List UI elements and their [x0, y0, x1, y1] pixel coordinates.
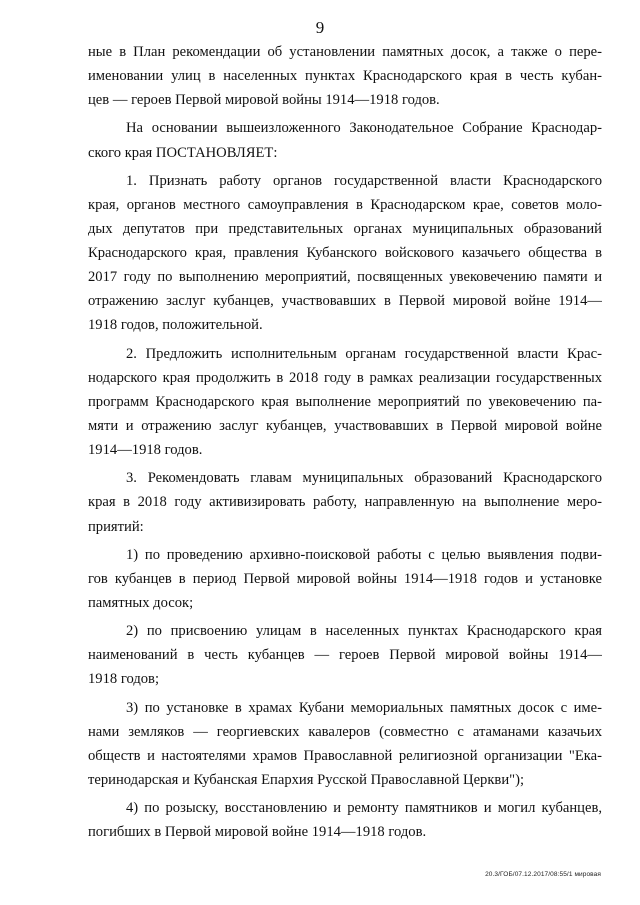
paragraph-subitem-4	[88, 796, 602, 844]
text-line: нами земляков — георгиевских кавалеров (совместно с атаманами казачьих	[88, 723, 602, 740]
text-line: погибших в Первой мировой войне 1914—1918 годов.	[88, 824, 427, 841]
text-line: мяти и отражению заслуг кубанцев, участвовавших в Первой мировой войне	[88, 417, 602, 434]
text-line: 4) по розыску, восстановлению и ремонту памятников и могил кубанцев,	[126, 800, 602, 817]
paragraph-item-2	[88, 342, 602, 462]
text-line: 2. Предложить исполнительным органам государственной власти Крас-	[126, 345, 602, 362]
paragraph-subitem-1	[88, 543, 602, 615]
paragraph-subitem-3	[88, 696, 602, 792]
text-line: 3. Рекомендовать главам муниципальных образований Краснодарского	[126, 470, 602, 487]
document-footer-code: 20.3/ГОБ/07.12.2017/08:55/1 мировая	[485, 871, 601, 878]
paragraph-continuation	[88, 40, 602, 112]
paragraph-item-3	[88, 466, 602, 538]
text-line: приятий:	[88, 518, 144, 535]
text-line: 3) по установке в храмах Кубани мемориальных памятных досок с име-	[126, 699, 602, 716]
paragraph-subitem-2	[88, 619, 602, 691]
text-line: гов кубанцев в период Первой мировой войны 1914—1918 годов и установке	[88, 570, 602, 587]
text-line: нодарского края продолжить в 2018 году в рамках реализации государственных	[88, 369, 602, 386]
page-number: 9	[315, 18, 325, 37]
text-line: теринодарская и Кубанская Епархия Русской Православной Церкви");	[88, 772, 525, 789]
text-line: памятных досок;	[88, 595, 194, 611]
text-line: наименований в честь кубанцев — героев Первой мировой войны 1914—	[88, 647, 602, 664]
text-line: дых депутатов при представительных органах муниципальных образований	[88, 221, 602, 238]
text-line: ского края ПОСТАНОВЛЯЕТ:	[88, 144, 278, 161]
text-line: ные в План рекомендации об установлении памятных досок, а также о пере-	[88, 44, 602, 60]
text-line: На основании вышеизложенного Законодательное Собрание Краснодар-	[126, 120, 602, 137]
text-line: 1914—1918 годов.	[88, 442, 203, 459]
text-line: 2) по присвоению улицам в населенных пунктах Краснодарского края	[126, 623, 602, 640]
text-line: отражению заслуг кубанцев, участвовавших в Первой мировой войне 1914—	[88, 293, 602, 310]
text-line: края в 2018 году активизировать работу, направленную на выполнение меро-	[88, 494, 602, 511]
text-line: программ Краснодарского края выполнение мероприятий по увековечению па-	[88, 393, 602, 410]
text-line: цев — героев Первой мировой войны 1914—1918 годов.	[88, 92, 440, 109]
document-body	[88, 40, 602, 845]
text-line: 1. Признать работу органов государственной власти Краснодарского	[126, 172, 602, 189]
text-line: 1) по проведению архивно-поисковой работы с целью выявления подви-	[126, 546, 602, 563]
text-line: 1918 годов, положительной.	[88, 317, 263, 334]
text-line: обществ и настоятелями храмов Православной религиозной организации "Ека-	[88, 747, 602, 764]
text-line: Краснодарского края, правления Кубанского войскового казачьего общества в	[88, 245, 602, 262]
paragraph-resolution-preamble	[88, 116, 602, 164]
text-line: 2017 году по выполнению мероприятий, посвященных увековечению памяти и	[88, 269, 602, 286]
text-line: именовании улиц в населенных пунктах Краснодарского края в честь кубан-	[88, 68, 602, 85]
text-line: края, органов местного самоуправления в Краснодарском крае, советов моло-	[88, 196, 602, 213]
text-line: 1918 годов;	[88, 671, 160, 688]
paragraph-item-1	[88, 169, 602, 338]
